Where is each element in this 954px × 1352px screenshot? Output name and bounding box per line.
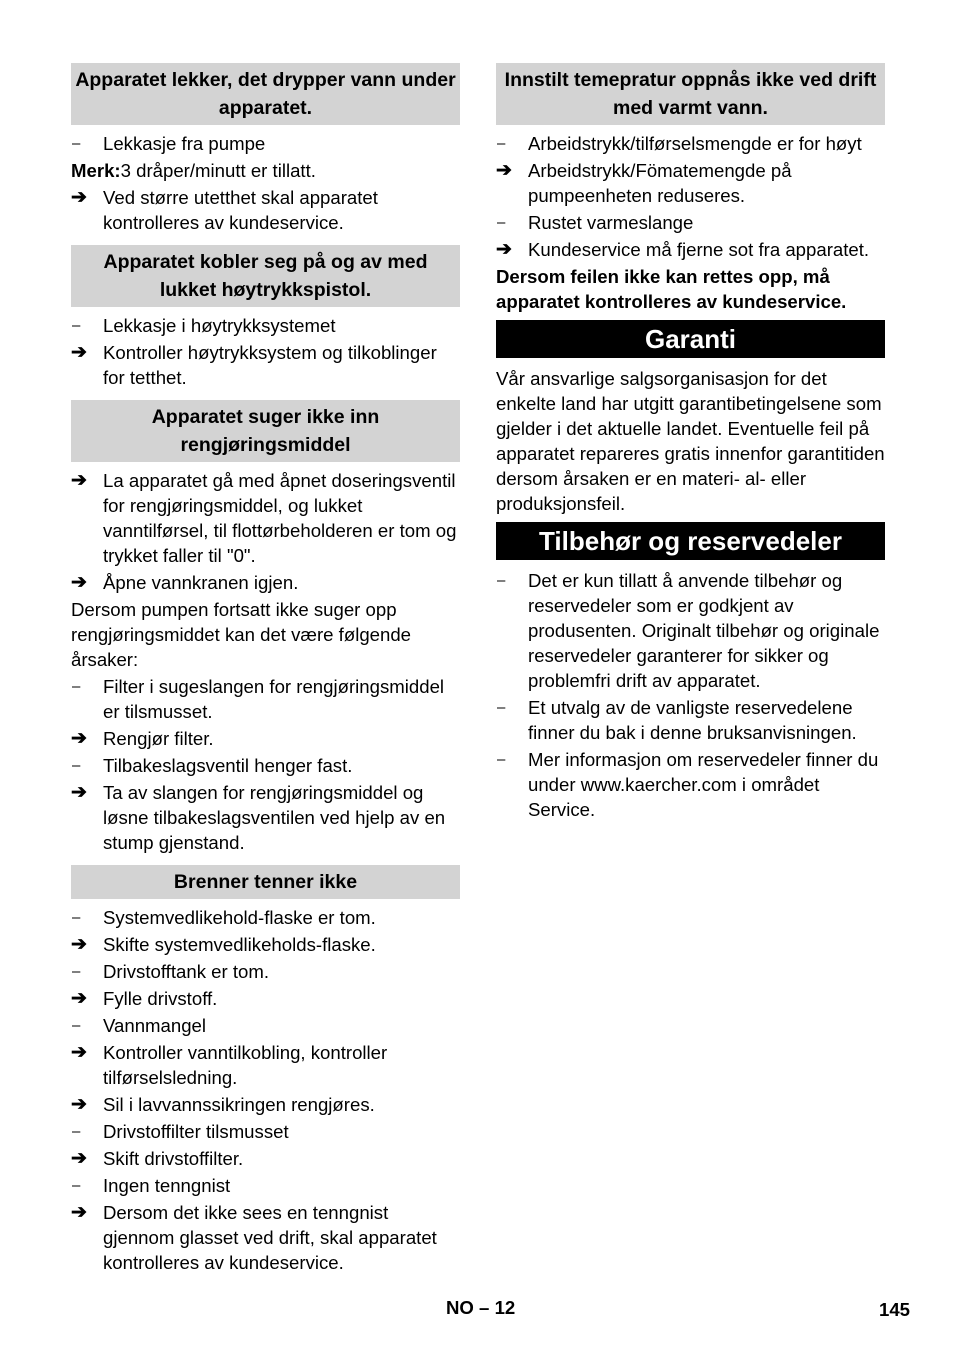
dash-bullet: – <box>72 135 81 152</box>
arrow-right-icon: ➔ <box>496 160 512 181</box>
item-text: Skift drivstoffilter. <box>103 1148 244 1169</box>
list-item <box>71 905 460 930</box>
list-item <box>71 1013 460 1038</box>
arrow-right-icon: ➔ <box>71 728 87 749</box>
list-item <box>71 726 460 751</box>
list-item <box>496 210 885 235</box>
list-item <box>71 780 460 855</box>
arrow-right-icon: ➔ <box>71 1042 87 1063</box>
list-item <box>71 1173 460 1198</box>
arrow-right-icon: ➔ <box>71 1094 87 1115</box>
section-heading-leak: Apparatet lekker, det drypper vann under apparatet. <box>71 63 460 125</box>
item-text: Rengjør filter. <box>103 728 214 749</box>
arrow-right-icon: ➔ <box>71 572 87 593</box>
dash-bullet: – <box>497 751 506 768</box>
item-text: Kontroller høytrykksystem og tilkoblinger for tetthet. <box>103 342 437 388</box>
dash-bullet: – <box>72 678 81 695</box>
list-item <box>71 313 460 338</box>
item-text: Ingen tenngnist <box>103 1175 231 1196</box>
right-column <box>496 63 885 824</box>
item-text: Det er kun tillatt å anvende tilbehør og reservedeler som er godkjent av produsenten. Originalt tilbehør og originale reservedeler garanterer for sikker og problemfri drift av apparatet. <box>528 570 880 691</box>
arrow-right-icon: ➔ <box>496 239 512 260</box>
list-item <box>71 1040 460 1090</box>
list-item <box>71 932 460 957</box>
dash-bullet: – <box>497 214 506 231</box>
list-item <box>71 1092 460 1117</box>
list-item <box>496 131 885 156</box>
dash-bullet: – <box>72 1177 81 1194</box>
list-item <box>496 747 885 822</box>
list-item <box>71 1200 460 1275</box>
dash-bullet: – <box>72 1123 81 1140</box>
dash-bullet: – <box>497 572 506 589</box>
list-item <box>496 237 885 262</box>
list-item <box>496 158 885 208</box>
item-text: Drivstoffilter tilsmusset <box>103 1121 289 1142</box>
heading-garanti: Garanti <box>496 320 885 358</box>
note <box>71 158 460 183</box>
dash-bullet: – <box>72 1017 81 1034</box>
arrow-right-icon: ➔ <box>71 782 87 803</box>
item-text: Åpne vannkranen igjen. <box>103 572 299 593</box>
dash-bullet: – <box>72 909 81 926</box>
list-item <box>71 131 460 156</box>
list-item <box>71 959 460 984</box>
item-text: Ved større utetthet skal apparatet kontrolleres av kundeservice. <box>103 187 378 233</box>
item-text: Tilbakeslagsventil henger fast. <box>103 755 353 776</box>
item-text: Vannmangel <box>103 1015 207 1036</box>
dash-bullet: – <box>497 135 506 152</box>
section-heading-temperature: Innstilt temepratur oppnås ikke ved drift med varmt vann. <box>496 63 885 125</box>
heading-tilbehor: Tilbehør og reservedeler <box>496 522 885 560</box>
arrow-right-icon: ➔ <box>71 1202 87 1223</box>
dash-bullet: – <box>72 963 81 980</box>
arrow-right-icon: ➔ <box>71 934 87 955</box>
item-text: Kundeservice må fjerne sot fra apparatet. <box>528 239 870 260</box>
service-note: Dersom feilen ikke kan rettes opp, må apparatet kontrolleres av kundeservice. <box>496 266 847 312</box>
list-item <box>71 1146 460 1171</box>
list-item <box>71 340 460 390</box>
item-text: Drivstofftank er tom. <box>103 961 270 982</box>
list-item <box>71 674 460 724</box>
arrow-right-icon: ➔ <box>71 342 87 363</box>
item-text: Arbeidstrykk/Fömatemengde på pumpeenheten reduseres. <box>528 160 792 206</box>
item-text: Kontroller vanntilkobling, kontroller tilførselsledning. <box>103 1042 388 1088</box>
note-text: 3 dråper/minutt er tillatt. <box>120 160 316 181</box>
item-text: Rustet varmeslange <box>528 212 694 233</box>
item-text: Arbeidstrykk/tilførselsmengde er for høyt <box>528 133 862 154</box>
page-number: 145 <box>879 1299 911 1320</box>
list-item <box>496 568 885 693</box>
item-text: Mer informasjon om reservedeler finner du under www.kaercher.com i området Service. <box>528 749 879 820</box>
arrow-right-icon: ➔ <box>71 1148 87 1169</box>
item-text: Lekkasje i høytrykksystemet <box>103 315 336 336</box>
left-column <box>71 63 460 1277</box>
arrow-right-icon: ➔ <box>71 187 87 208</box>
item-text: Filter i sugeslangen for rengjøringsmiddel er tilsmusset. <box>103 676 445 722</box>
item-text: Skifte systemvedlikeholds-flaske. <box>103 934 376 955</box>
dash-bullet: – <box>72 757 81 774</box>
item-text: Dersom det ikke sees en tenngnist gjennom glasset ved drift, skal apparatet kontrolleres av kundeservice. <box>103 1202 437 1273</box>
list-item <box>71 1119 460 1144</box>
arrow-right-icon: ➔ <box>71 470 87 491</box>
section-heading-cycling: Apparatet kobler seg på og av med lukket høytrykkspistol. <box>71 245 460 307</box>
item-text: Systemvedlikehold-flaske er tom. <box>103 907 376 928</box>
paragraph: Dersom pumpen fortsatt ikke suger opp rengjøringsmiddet kan det være følgende årsaker: <box>71 599 412 670</box>
dash-bullet: – <box>72 317 81 334</box>
note-label: Merk: <box>71 160 121 181</box>
arrow-right-icon: ➔ <box>71 988 87 1009</box>
item-text: La apparatet gå med åpnet doseringsventil for rengjøringsmiddel, og lukket vanntilførsel, til flottørbeholderen er tom og trykket faller til "0". <box>103 470 457 566</box>
item-text: Et utvalg av de vanligste reservedelene finner du bak i denne bruksanvisningen. <box>528 697 857 743</box>
item-text: Ta av slangen for rengjøringsmiddel og løsne tilbakeslagsventilen ved hjelp av en stump gjenstand. <box>103 782 446 853</box>
item-text: Lekkasje fra pumpe <box>103 133 266 154</box>
list-item <box>71 468 460 568</box>
item-text: Sil i lavvannssikringen rengjøres. <box>103 1094 375 1115</box>
list-item <box>496 695 885 745</box>
list-item <box>71 986 460 1011</box>
list-item <box>71 570 460 595</box>
garanti-text: Vår ansvarlige salgsorganisasjon for det enkelte land har utgitt garantibetingelsene som gjelder i det aktuelle landet. Eventuelle feil på apparatet repareres gratis innenfor garantitiden dersom årsaken er en materi- al- eller produksjonsfeil. <box>496 368 885 514</box>
footer-section-number: NO – 12 <box>446 1297 516 1318</box>
list-item <box>71 185 460 235</box>
list-item <box>71 753 460 778</box>
section-heading-detergent: Apparatet suger ikke inn rengjøringsmiddel <box>71 400 460 462</box>
section-heading-burner: Brenner tenner ikke <box>71 865 460 899</box>
dash-bullet: – <box>497 699 506 716</box>
item-text: Fylle drivstoff. <box>103 988 218 1009</box>
